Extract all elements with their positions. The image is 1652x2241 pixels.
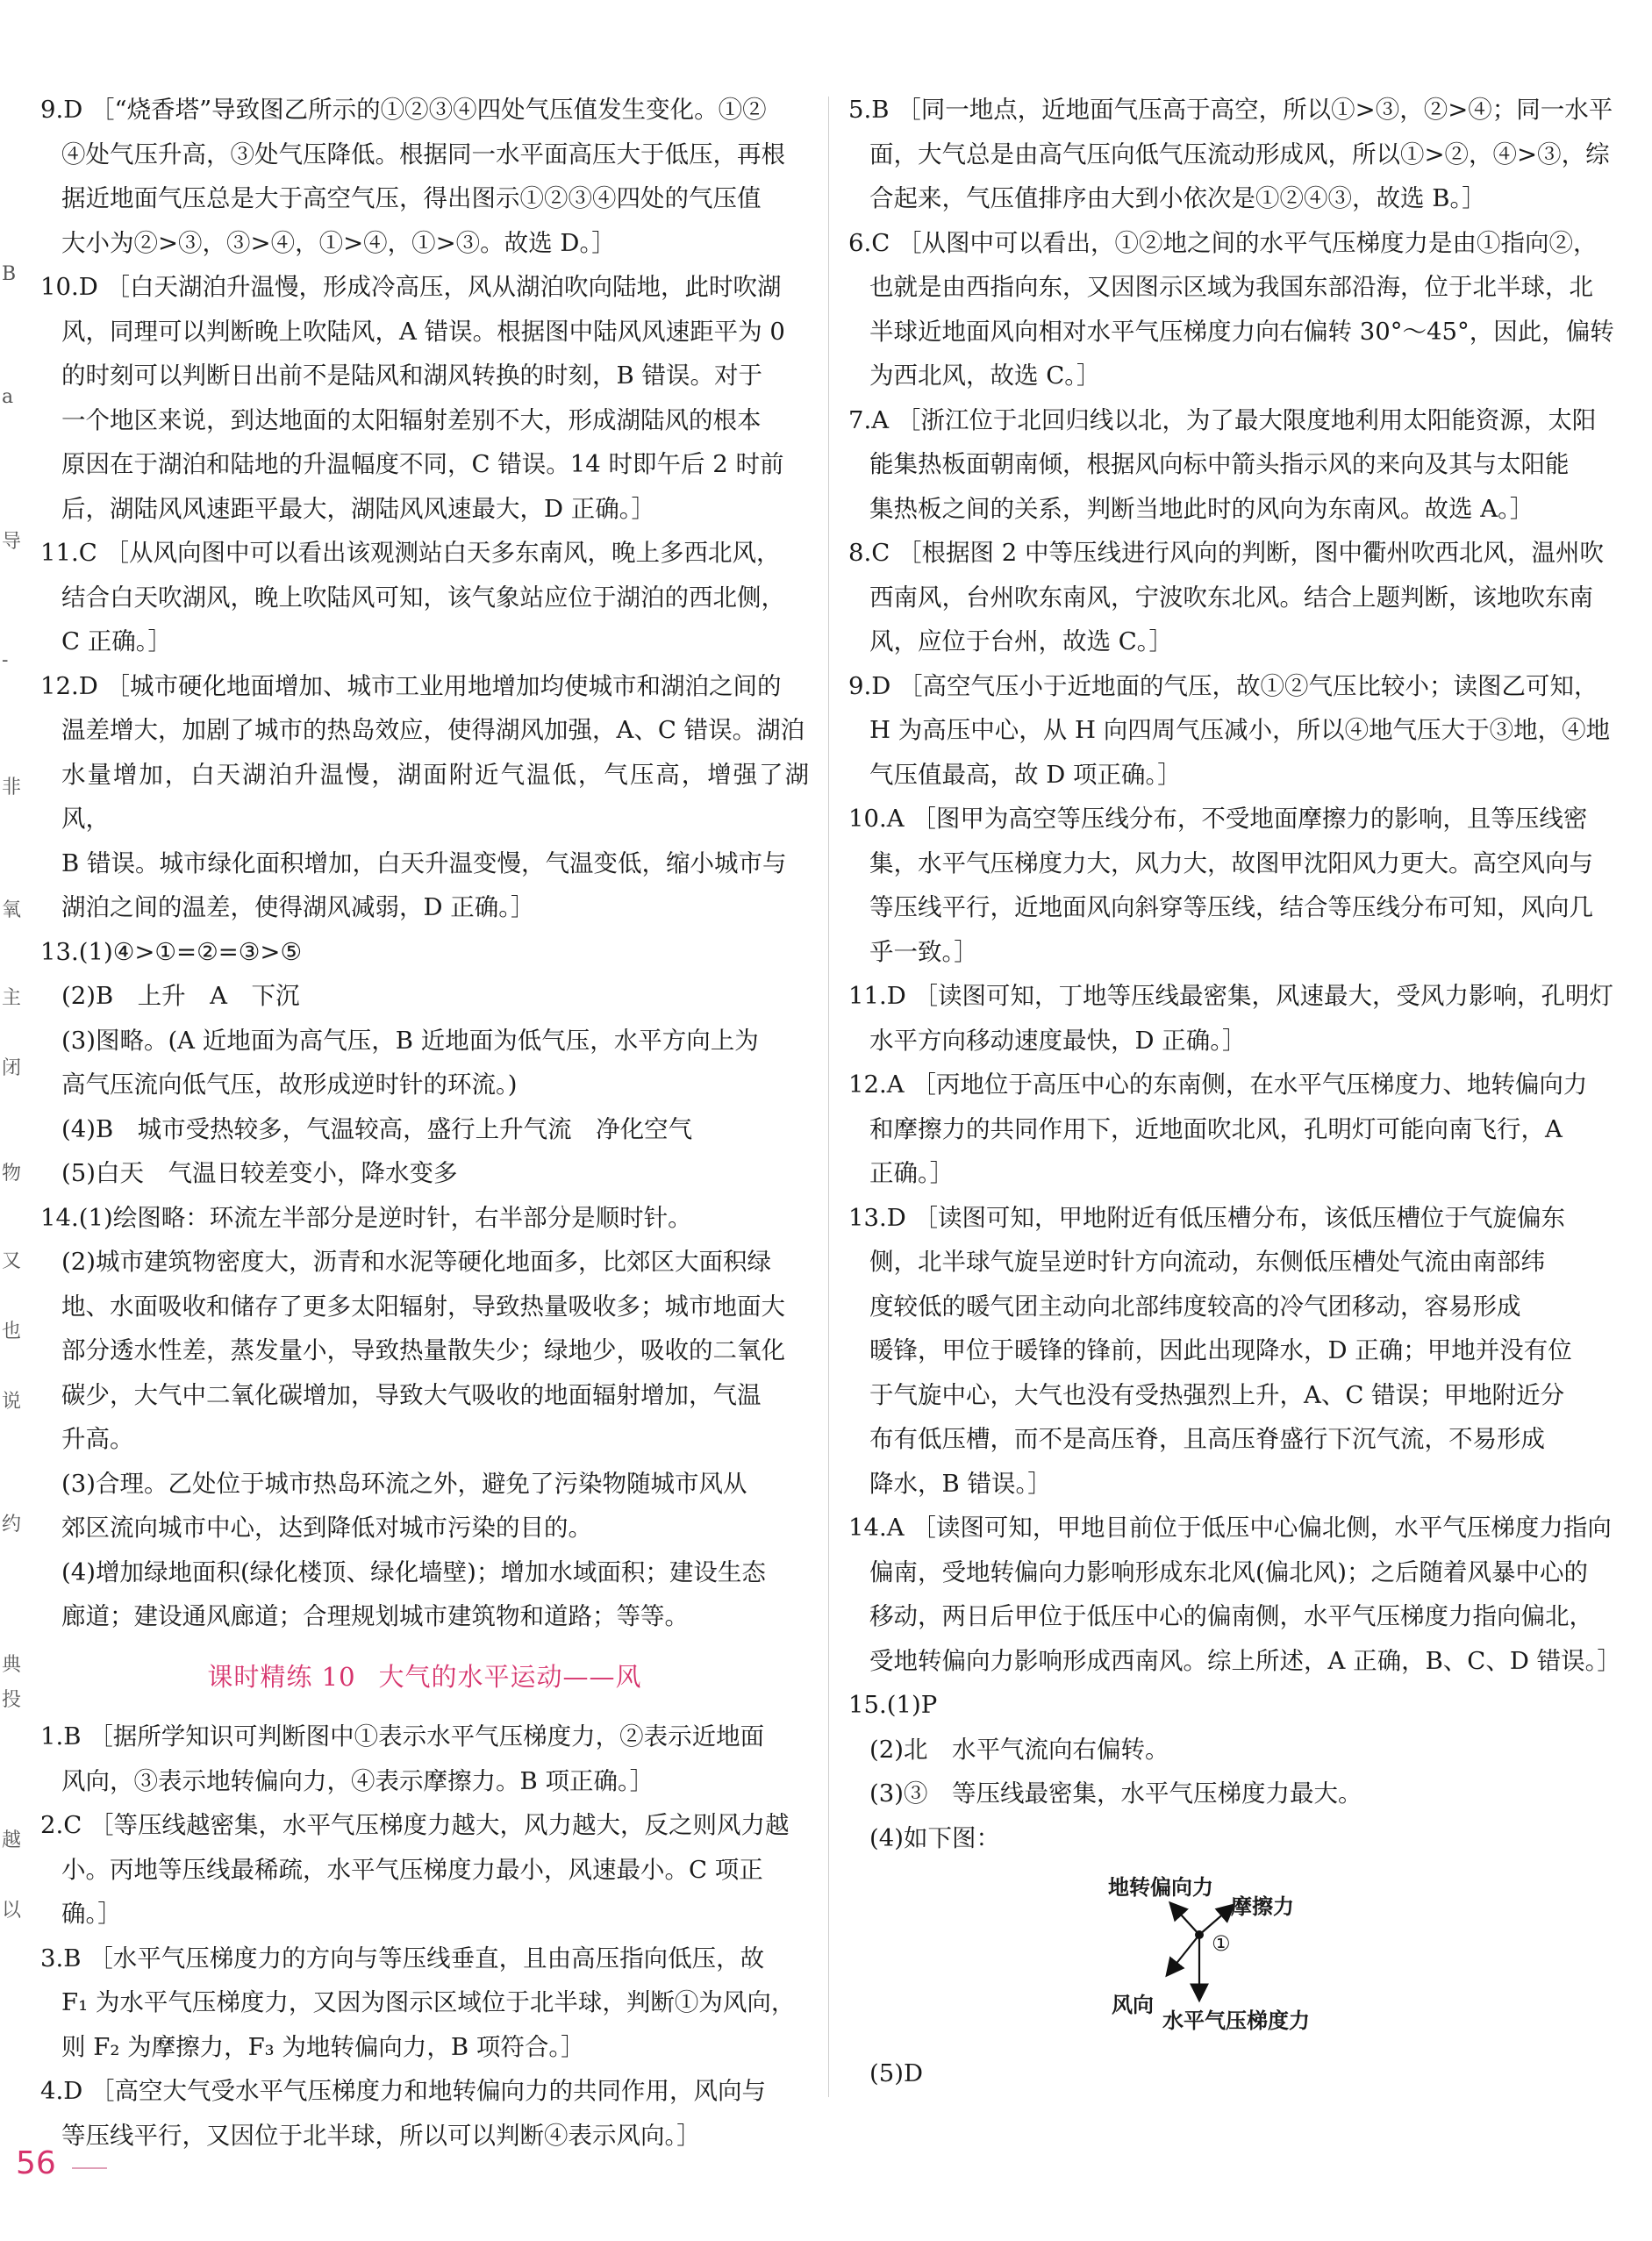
- answer-line: 度较低的暖气团主动向北部纬度较高的冷气团移动，容易形成: [869, 1292, 1521, 1321]
- answer-line: 等压线平行，近地面风向斜穿等压线，结合等压线分布可知，风向几: [869, 893, 1593, 921]
- margin-fragment: 导: [2, 531, 22, 553]
- answer-item: [848, 221, 1615, 398]
- section-title-text: 大气的水平运动——风: [378, 1661, 642, 1692]
- answer-item: [40, 1715, 809, 1803]
- coriolis-label: 地转偏向力: [1108, 1875, 1213, 1900]
- page-number-dash: [72, 2167, 107, 2169]
- answer-line: 暖锋，甲位于暖锋的锋前，因此出现降水，D 正确；甲地并没有位: [869, 1336, 1572, 1364]
- answer-line: (4)增加绿地面积(绿化楼顶、绿化墙壁)；增加水域面积；建设生态: [61, 1557, 766, 1586]
- margin-fragment: 物: [2, 1163, 22, 1185]
- answer-line: 水量增加，白天湖泊升温慢，湖面附近气温低，气压高，增强了湖风，: [61, 760, 809, 833]
- answer-line: (3)③ 等压线最密集，水平气压梯度力最大。: [869, 1779, 1362, 1808]
- margin-fragment: B: [2, 263, 17, 285]
- answer-line: 升高。: [61, 1425, 134, 1453]
- answer-item: [40, 265, 809, 531]
- answer-line: 8.C ［根据图 2 中等压线进行风向的判断，图中衢州吹西北风，温州吹: [848, 539, 1604, 567]
- answer-item: [848, 531, 1615, 664]
- answer-item: [40, 1196, 809, 1639]
- answer-line: H 为高压中心，从 H 向四周气压减小，所以④地气压大于③地，④地: [869, 716, 1611, 744]
- answer-line: 受地转偏向力影响形成西南风。综上所述，A 正确，B、C、D 错误。］: [869, 1646, 1621, 1675]
- answer-line: 和摩擦力的共同作用下，近地面吹北风，孔明灯可能向南飞行，A: [869, 1114, 1563, 1143]
- margin-fragment: 也: [2, 1321, 22, 1342]
- answer-item: [848, 974, 1615, 1063]
- answer-line: 气压值最高，故 D 项正确。］: [869, 760, 1182, 789]
- answer-line: 廊道；建设通风廊道；合理规划城市建筑物和道路；等等。: [61, 1602, 689, 1630]
- answer-line: 10.D ［白天湖泊升温慢，形成冷高压，风从湖泊吹向陆地，此时吹湖: [40, 273, 782, 301]
- answer-line: F₁ 为水平气压梯度力，又因为图示区域位于北半球，判断①为风向，: [61, 1988, 796, 2016]
- answer-line: 偏南，受地转偏向力影响形成东北风(偏北风)；之后随着风暴中心的: [869, 1557, 1588, 1586]
- answer-line: 部分透水性差，蒸发量小，导致热量散失少；绿地少，吸收的二氧化: [61, 1336, 785, 1364]
- answer-item: [848, 398, 1615, 532]
- answer-line: (3)合理。乙处位于城市热岛环流之外，避免了污染物随城市风从: [61, 1469, 747, 1498]
- margin-fragment: 闭: [2, 1057, 22, 1079]
- answer-line: 风，同理可以判断晚上吹陆风，A 错误。根据图中陆风风速距平为 0: [61, 317, 785, 346]
- friction-label: 摩擦力: [1231, 1894, 1294, 1919]
- margin-fragment: a: [2, 386, 14, 408]
- answer-line: 乎一致。］: [869, 937, 978, 966]
- answer-line: 后，湖陆风风速距平最大，湖陆风风速最大，D 正确。］: [61, 494, 656, 523]
- answer-item: [848, 797, 1615, 974]
- answer-line: 6.C ［从图中可以看出，①②地之间的水平气压梯度力是由①指向②，: [848, 228, 1598, 257]
- margin-fragment: 投: [2, 1689, 22, 1711]
- margin-fragment: 主: [2, 987, 22, 1009]
- answer-item: [848, 1683, 1615, 1860]
- margin-fragment: 越: [2, 1829, 22, 1851]
- answer-line: 的时刻可以判断日出前不是陆风和湖风转换的时刻，B 错误。对于: [61, 362, 762, 390]
- left-column: [40, 88, 809, 2158]
- answer-item: [40, 664, 809, 930]
- answer-item: [40, 88, 809, 265]
- margin-fragment: 典: [2, 1654, 22, 1676]
- answer-line: 15.(1)P: [848, 1691, 938, 1719]
- answer-line: 11.C ［从风向图中可以看出该观测站白天多东南风，晚上多西北风，: [40, 539, 781, 567]
- answer-item: [40, 531, 809, 664]
- answer-line: (5)D: [869, 2059, 924, 2087]
- answer-line: 也就是由西指向东，又因图示区域为我国东部沿海，位于北半球，北: [869, 273, 1593, 301]
- wind-direction-label: 风向: [1112, 1993, 1154, 2017]
- margin-fragment: 非: [2, 777, 22, 798]
- answer-line: 14.A ［读图可知，甲地目前位于低压中心偏北侧，水平气压梯度力指向: [848, 1514, 1612, 1542]
- point-label: ①: [1212, 1931, 1231, 1956]
- margin-fragment: 又: [2, 1250, 22, 1272]
- answer-line: 风，应位于台州，故选 C。］: [869, 627, 1174, 655]
- answer-line: (4)如下图：: [869, 1823, 1000, 1852]
- section-title-prefix: 课时精练 10: [207, 1661, 356, 1692]
- answer-line: 大小为②>③，③>④，①>④，①>③。故选 D。］: [61, 228, 616, 257]
- answer-line: 9.D ［高空气压小于近地面的气压，故①②气压比较小；读图乙可知，: [848, 671, 1598, 700]
- answer-line: 4.D ［高空大气受水平气压梯度力和地转偏向力的共同作用，风向与: [40, 2077, 767, 2105]
- answer-line: 能集热板面朝南倾，根据风向标中箭头指示风的来向及其与太阳能: [869, 450, 1570, 478]
- answer-line: 据近地面气压总是大于高空气压，得出图示①②③④四处的气压值: [61, 184, 762, 212]
- margin-fragment: -: [2, 649, 9, 671]
- margin-fragment: 约: [2, 1514, 22, 1536]
- answer-line: 确。］: [61, 1900, 122, 1928]
- answer-line: 13.(1)④>①=②=③>⑤: [40, 937, 303, 966]
- answer-line: 等压线平行，又因位于北半球，所以可以判断④表示风向。］: [61, 2121, 701, 2150]
- answer-line: 郊区流向城市中心，达到降低对城市污染的目的。: [61, 1514, 592, 1542]
- answer-line: 于气旋中心，大气也没有受热强烈上升，A、C 错误；甲地附近分: [869, 1380, 1565, 1409]
- answer-line: 7.A ［浙江位于北回归线以北，为了最大限度地利用太阳能资源，太阳: [848, 405, 1597, 434]
- answer-line: 正确。］: [869, 1159, 955, 1187]
- right-column: [848, 88, 1621, 2096]
- answer-item: [848, 664, 1615, 798]
- answer-item: [848, 1063, 1615, 1196]
- answer-item: [40, 1937, 809, 2070]
- answer-line: 10.A ［图甲为高空等压线分布，不受地面摩擦力的影响，且等压线密: [848, 805, 1588, 833]
- answer-line: 集热板之间的关系，判断当地此时的风向为东南风。故选 A。］: [869, 494, 1534, 523]
- answer-line: 一个地区来说，到达地面的太阳辐射差别不大，形成湖陆风的根本: [61, 405, 762, 434]
- answer-line: (2)城市建筑物密度大，沥青和水泥等硬化地面多，比郊区大面积绿: [61, 1248, 771, 1276]
- answer-item: [848, 88, 1615, 221]
- answer-line: (4)B 城市受热较多，气温较高，盛行上升气流 净化空气: [61, 1114, 693, 1143]
- answer-item: [40, 2069, 809, 2158]
- answer-line: 温差增大，加剧了城市的热岛效应，使得湖风加强，A、C 错误。湖泊: [61, 716, 805, 744]
- answer-line: (2)B 上升 A 下沉: [61, 982, 300, 1010]
- margin-fragment: 以: [2, 1900, 22, 1922]
- answer-line: 结合白天吹湖风，晚上吹陆风可知，该气象站应位于湖泊的西北侧，: [61, 583, 785, 612]
- answer-line: 12.D ［城市硬化地面增加、城市工业用地增加均使城市和湖泊之间的: [40, 671, 782, 700]
- answer-line: 水平方向移动速度最快，D 正确。］: [869, 1026, 1247, 1055]
- answer-line: 风向，③表示地转偏向力，④表示摩擦力。B 项正确。］: [61, 1766, 654, 1795]
- answer-item: [848, 1506, 1621, 1683]
- answer-line: 1.B ［据所学知识可判断图中①表示水平气压梯度力，②表示近地面: [40, 1722, 765, 1751]
- answer-item: [40, 1803, 809, 1937]
- answer-line: 5.B ［同一地点，近地面气压高于高空，所以①>③，②>④；同一水平: [848, 96, 1613, 124]
- answer-line: 半球近地面风向相对水平气压梯度力向右偏转 30°～45°，因此，偏转: [869, 317, 1614, 346]
- answer-line: 西南风，台州吹东南风，宁波吹东北风。结合上题判断，该地吹东南: [869, 583, 1593, 612]
- answer-item: [848, 1196, 1615, 1507]
- answer-line: 2.C ［等压线越密集，水平气压梯度力越大，风力越大，反之则风力越: [40, 1811, 790, 1839]
- answer-line: 移动，两日后甲位于低压中心的偏南侧，水平气压梯度力指向偏北，: [869, 1602, 1593, 1630]
- margin-fragment: 氧: [2, 899, 22, 921]
- answer-line: 14.(1)绘图略：环流左半部分是逆时针，右半部分是顺时针。: [40, 1203, 692, 1232]
- answer-line: 地、水面吸收和储存了更多太阳辐射，导致热量吸收多；城市地面大: [61, 1292, 785, 1321]
- pressure-gradient-label: 水平气压梯度力: [1162, 2008, 1310, 2033]
- answer-line: 降水，B 错误。］: [869, 1469, 1052, 1498]
- answer-item: [848, 2051, 1615, 2096]
- section-title: [40, 1655, 809, 1700]
- answer-line: 碳少，大气中二氧化碳增加，导致大气吸收的地面辐射增加，气温: [61, 1380, 762, 1409]
- answer-line: 湖泊之间的温差，使得湖风减弱，D 正确。］: [61, 893, 535, 921]
- answer-line: 合起来，气压值排序由大到小依次是①②④③，故选 B。］: [869, 184, 1486, 212]
- answer-line: 13.D ［读图可知，甲地附近有低压槽分布，该低压槽位于气旋偏东: [848, 1203, 1566, 1232]
- answer-line: 为西北风，故选 C。］: [869, 362, 1101, 390]
- answer-line: (2)北 水平气流向右偏转。: [869, 1735, 1169, 1764]
- answer-line: 则 F₂ 为摩擦力，F₃ 为地转偏向力，B 项符合。］: [61, 2032, 585, 2061]
- answer-line: 9.D ［“烧香塔”导致图乙所示的①②③④四处气压值发生变化。①②: [40, 96, 767, 124]
- force-diagram: [1108, 1869, 1375, 2044]
- answer-line: 原因在于湖泊和陆地的升温幅度不同，C 错误。14 时即午后 2 时前: [61, 450, 784, 478]
- margin-fragment: 说: [2, 1391, 22, 1413]
- answer-line: 小。丙地等压线最稀疏，水平气压梯度力最小，风速最小。C 项正: [61, 1855, 763, 1884]
- answer-line: 3.B ［水平气压梯度力的方向与等压线垂直，且由高压指向低压，故: [40, 1944, 765, 1973]
- answer-line: (3)图略。(A 近地面为高气压，B 近地面为低气压，水平方向上为: [61, 1026, 759, 1055]
- answer-line: ④处气压升高，③处气压降低。根据同一水平面高压大于低压，再根: [61, 140, 785, 168]
- answer-line: 侧，北半球气旋呈逆时针方向流动，东侧低压槽处气流由南部纬: [869, 1248, 1545, 1276]
- answer-line: 集，水平气压梯度力大，风力大，故图甲沈阳风力更大。高空风向与: [869, 848, 1593, 877]
- answer-line: 高气压流向低气压，故形成逆时针的环流。): [61, 1070, 518, 1099]
- answer-item: [40, 930, 809, 1196]
- answer-line: C 正确。］: [61, 627, 173, 655]
- left-margin-fragments: [0, 105, 22, 2123]
- answer-line: 面，大气总是由高气压向低气压流动形成风，所以①>②，④>③，综: [869, 140, 1610, 168]
- column-divider: [828, 97, 829, 2097]
- answer-line: 11.D ［读图可知，丁地等压线最密集，风速最大，受风力影响，孔明灯: [848, 982, 1614, 1010]
- answer-line: 布有低压槽，而不是高压脊，且高压脊盛行下沉气流，不易形成: [869, 1425, 1545, 1453]
- answer-line: 12.A ［丙地位于高压中心的东南侧，在水平气压梯度力、地转偏向力: [848, 1070, 1588, 1099]
- page-number: 56: [16, 2145, 56, 2181]
- answer-line: (5)白天 气温日较差变小，降水变多: [61, 1159, 458, 1187]
- answer-line: B 错误。城市绿化面积增加，白天升温变慢，气温变低，缩小城市与: [61, 848, 787, 877]
